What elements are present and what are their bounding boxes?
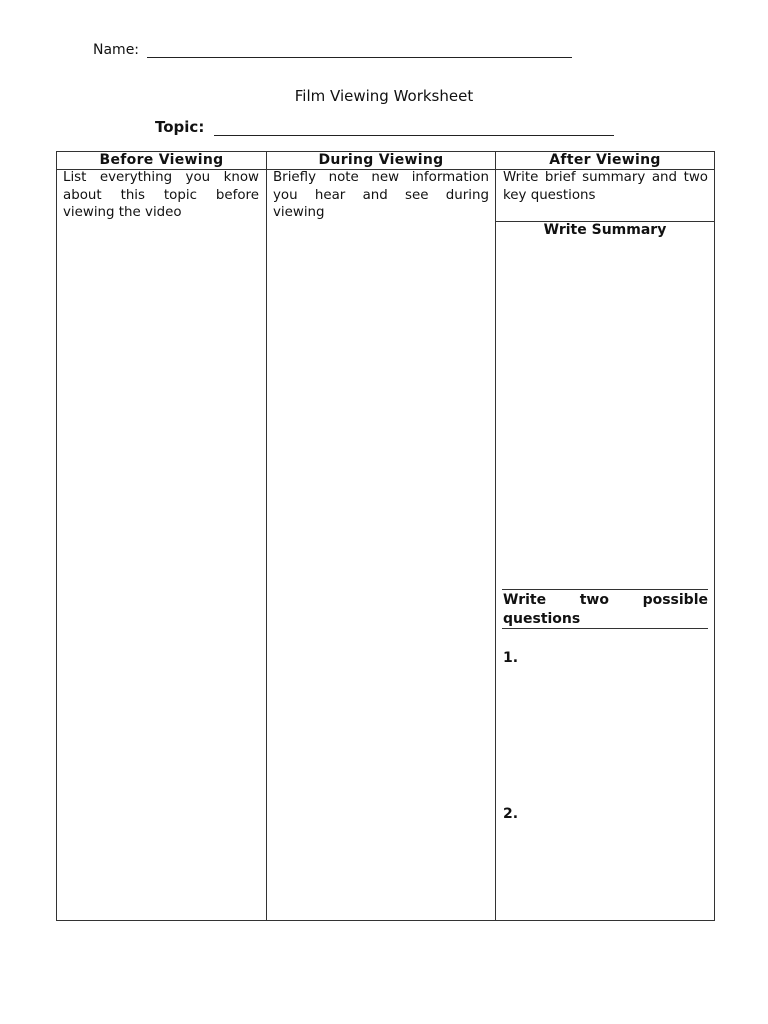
- before-viewing-heading: Before Viewing: [99, 152, 224, 168]
- name-blank[interactable]: [147, 43, 572, 58]
- question-1-area[interactable]: [522, 642, 712, 792]
- worksheet-table: [56, 151, 715, 921]
- questions-top-rule: [502, 589, 708, 590]
- write-summary-heading: Write Summary: [543, 222, 667, 238]
- before-viewing-instruction: List everything you know about this topic before viewing the video: [63, 170, 259, 220]
- during-viewing-heading: During Viewing: [318, 152, 444, 168]
- during-viewing-instruction: Briefly note new information you hear and see during viewing: [273, 170, 489, 220]
- question-2-area[interactable]: [522, 798, 712, 916]
- after-viewing-instruction: Write brief summary and two key questions: [503, 170, 708, 203]
- during-viewing-area[interactable]: [267, 222, 495, 920]
- worksheet-title: Film Viewing Worksheet: [294, 87, 474, 105]
- name-field: [93, 42, 572, 58]
- topic-field: [155, 118, 614, 136]
- summary-area[interactable]: [496, 244, 714, 588]
- name-label: Name:: [93, 42, 140, 58]
- before-viewing-area[interactable]: [57, 222, 266, 920]
- question-1-number: 1.: [503, 650, 519, 666]
- topic-label: Topic:: [155, 118, 205, 136]
- question-2-number: 2.: [503, 806, 519, 822]
- questions-heading: Write two possible questions: [503, 592, 708, 627]
- after-viewing-heading: After Viewing: [549, 152, 661, 168]
- topic-blank[interactable]: [214, 120, 614, 136]
